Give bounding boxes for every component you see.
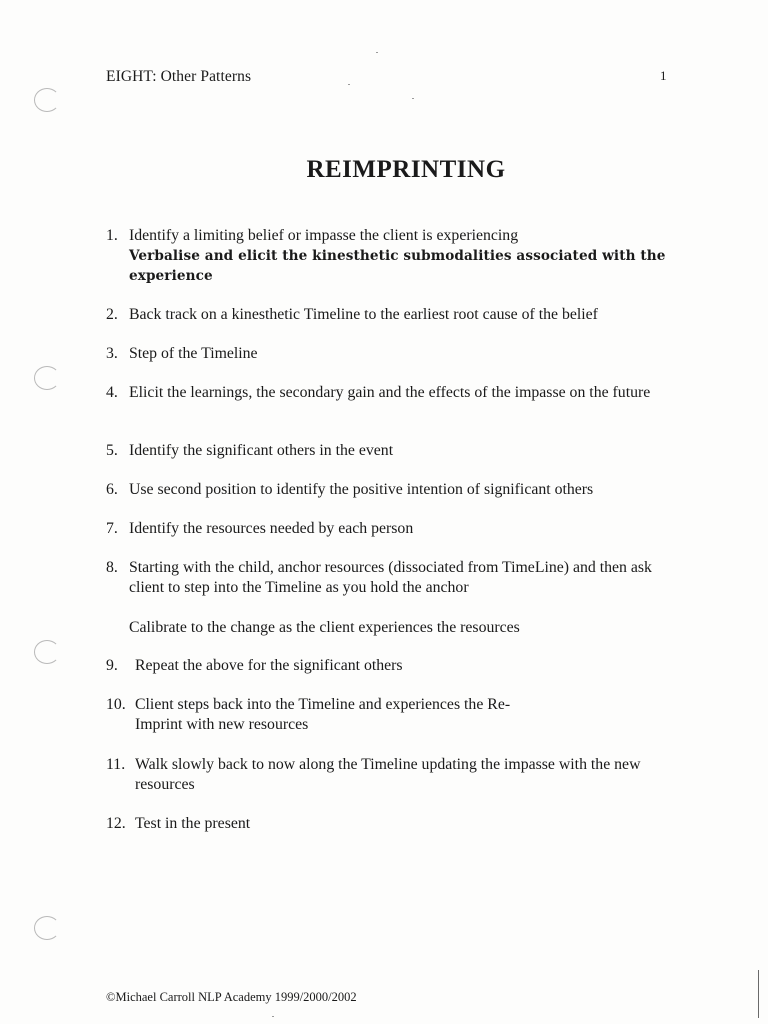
step-number: 1. — [106, 227, 118, 244]
step-text: Step of the Timeline — [129, 345, 258, 362]
page-number: 1 — [660, 68, 667, 83]
step-subtext: Verbalise and elicit the kinesthetic submodalities associated with the experience — [129, 247, 666, 284]
step-text: Test in the present — [135, 815, 251, 832]
step-text: Starting with the child, anchor resources (dissociated from TimeLine) and then ask client to step into the Timeline as you hold the anchor — [129, 559, 652, 596]
calibrate-note: Calibrate to the change as the client experiences the resources — [129, 619, 520, 636]
scan-speck — [412, 98, 414, 99]
copyright-footer: ©Michael Carroll NLP Academy 1999/2000/2002 — [106, 990, 357, 1004]
binder-hole-1 — [34, 88, 60, 112]
step-number: 12. — [106, 815, 126, 832]
step-number: 11. — [106, 756, 126, 773]
page-title: REIMPRINTING — [306, 156, 506, 183]
step-number: 5. — [106, 442, 118, 459]
step-number: 3. — [106, 345, 118, 362]
binder-hole-2 — [34, 366, 60, 390]
step-text: Repeat the above for the significant others — [135, 657, 403, 674]
step-text: Use second position to identify the positive intention of significant others — [129, 481, 594, 498]
step-text: Identify the resources needed by each person — [129, 520, 414, 537]
step-text: Identify the significant others in the event — [129, 442, 394, 459]
scan-speck — [376, 52, 378, 53]
scan-speck — [348, 84, 350, 85]
binder-hole-4 — [34, 916, 60, 940]
step-number: 4. — [106, 384, 118, 401]
step-number: 10. — [106, 696, 126, 713]
step-text: Elicit the learnings, the secondary gain and the effects of the impasse on the future — [129, 384, 651, 401]
step-text: Identify a limiting belief or impasse the client is experiencing — [129, 227, 519, 244]
binder-hole-3 — [34, 640, 60, 664]
section-header: EIGHT: Other Patterns — [106, 68, 252, 85]
step-text: Back track on a kinesthetic Timeline to the earliest root cause of the belief — [129, 306, 598, 323]
step-number: 7. — [106, 520, 118, 537]
scan-edge-line — [758, 970, 759, 1018]
scan-speck — [272, 1016, 274, 1017]
step-number: 6. — [106, 481, 118, 498]
step-text: Client steps back into the Timeline and experiences the Re-Imprint with new resources — [135, 696, 511, 733]
step-text: Walk slowly back to now along the Timeline updating the impasse with the new resources — [135, 756, 641, 793]
step-number: 9. — [106, 657, 118, 674]
step-number: 8. — [106, 559, 118, 576]
step-number: 2. — [106, 306, 118, 323]
